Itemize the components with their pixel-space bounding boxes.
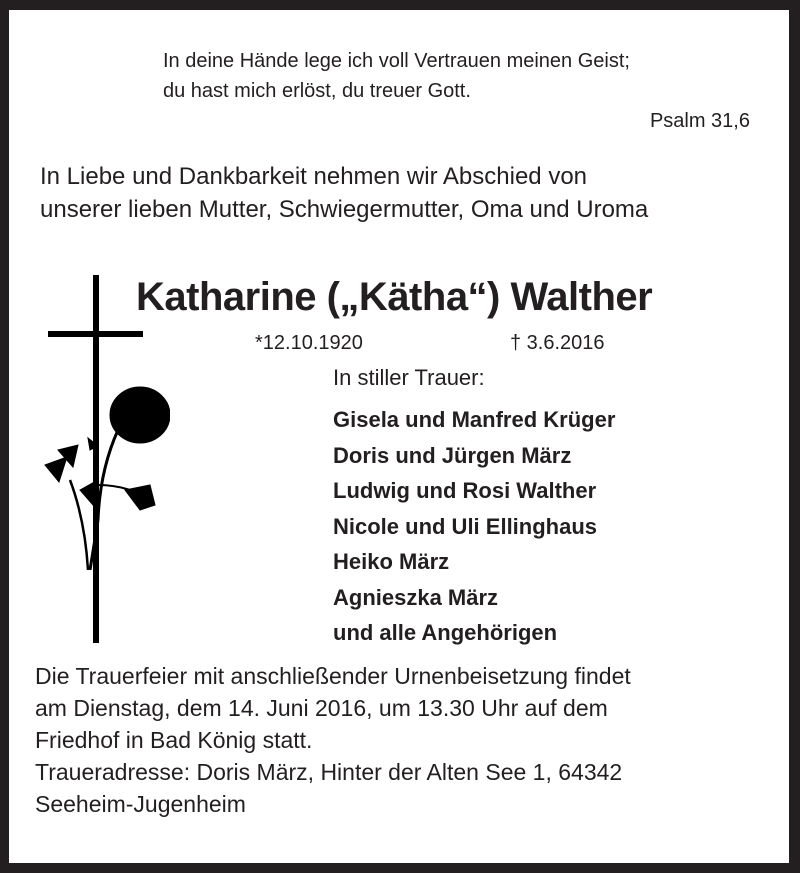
mourner-name: Nicole und Uli Ellinghaus <box>333 513 598 539</box>
mourners-label: In stiller Trauer: <box>333 365 485 390</box>
mourner-name: Doris und Jürgen März <box>333 442 572 468</box>
info-line: Traueradresse: Doris März, Hinter der Alten See 1, 64342 <box>35 759 623 785</box>
mourners-list <box>333 402 615 651</box>
psalm-line: In deine Hände lege ich voll Vertrauen meinen Geist; <box>163 50 630 72</box>
mourner-name: Heiko März <box>333 549 450 574</box>
psalm-reference: Psalm 31,6 <box>649 110 750 132</box>
deceased-name: Katharine („Kätha“) Walther <box>136 275 653 319</box>
birth-date: *12.10.1920 <box>255 332 363 354</box>
info-line: am Dienstag, dem 14. Juni 2016, um 13.30 Uhr auf dem <box>35 695 608 721</box>
mourner-name: Ludwig und Rosi Walther <box>333 478 597 503</box>
ceremony-info <box>35 660 631 820</box>
info-line: Seeheim-Jugenheim <box>35 791 246 817</box>
mourner-name: Agnieszka März <box>333 584 499 610</box>
psalm-quote <box>163 46 630 106</box>
rose-icon <box>30 370 170 570</box>
info-line: Friedhof in Bad König statt. <box>35 727 313 753</box>
mourner-name: und alle Angehörigen <box>333 620 558 645</box>
death-date: † 3.6.2016 <box>510 332 605 354</box>
psalm-line: du hast mich erlöst, du treuer Gott. <box>163 80 471 102</box>
cross-icon-bar <box>48 331 143 337</box>
intro-text <box>40 160 648 226</box>
intro-line: unserer lieben Mutter, Schwiegermutter, Oma und Uroma <box>40 196 649 223</box>
mourner-name: Gisela und Manfred Krüger <box>333 407 616 432</box>
intro-line: In Liebe und Dankbarkeit nehmen wir Abschied von <box>40 163 588 190</box>
info-line: Die Trauerfeier mit anschließender Urnenbeisetzung findet <box>35 663 631 689</box>
